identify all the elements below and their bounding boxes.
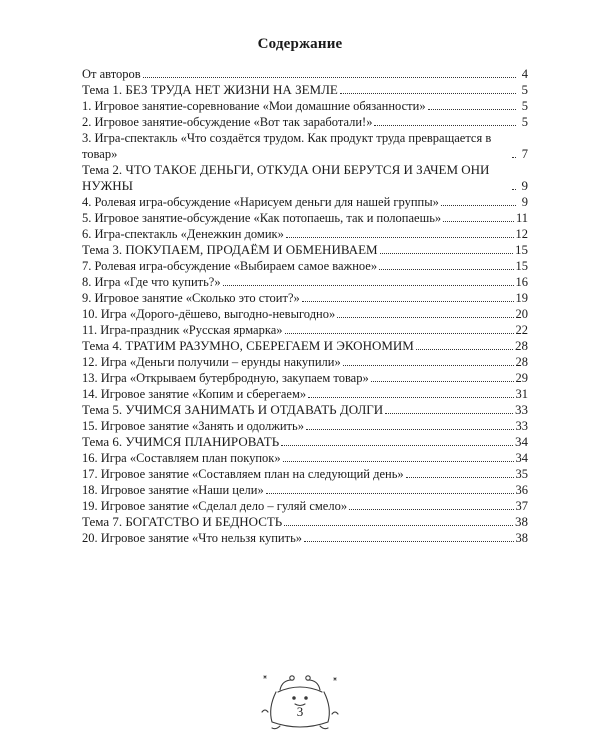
toc-page-number: 15: [515, 242, 528, 257]
toc-title: Тема 2. ЧТО ТАКОЕ ДЕНЬГИ, ОТКУДА ОНИ БЕРУТСЯ И ЗАЧЕМ ОНИ НУЖНЫ: [82, 162, 490, 193]
dot-leader: [512, 156, 516, 158]
dot-leader: [283, 460, 514, 462]
toc-title: 13. Игра «Открываем бутербродную, закупаем товар»: [82, 371, 369, 385]
toc-title: 5. Игровое занятие-обсуждение «Как потопаешь, так и полопаешь»: [82, 211, 442, 225]
toc-page-number: 5: [521, 115, 528, 129]
toc-title: 6. Игра-спектакль «Денежкин домик»: [82, 227, 284, 241]
toc-section-row: [82, 82, 528, 98]
toc-page-number: 31: [515, 387, 528, 401]
toc-entry-row: [82, 66, 528, 82]
toc-page-number: 12: [515, 227, 528, 241]
dot-leader: [385, 412, 513, 414]
toc-page-number: 19: [515, 291, 528, 305]
toc-page-number: 5: [521, 82, 528, 97]
toc-title: Тема 4. ТРАТИМ РАЗУМНО, СБЕРЕГАЕМ И ЭКОНОМИМ: [82, 338, 414, 353]
dot-leader: [380, 252, 513, 254]
toc-entry-row: [82, 354, 528, 370]
toc-title: 19. Игровое занятие «Сделал дело – гуляй смело»: [82, 499, 348, 513]
toc-title: Тема 6. УЧИМСЯ ПЛАНИРОВАТЬ: [82, 434, 280, 449]
toc-entry-row: [82, 210, 528, 226]
toc-entry-row: [82, 466, 528, 482]
toc-title: 3. Игра-спектакль «Что создаётся трудом. Как продукт труда превращается в товар»: [82, 131, 492, 161]
toc-entry-row: [82, 418, 528, 434]
toc-page-number: 38: [515, 514, 528, 529]
dot-leader: [343, 364, 514, 366]
toc-page-number: 28: [515, 338, 528, 353]
toc-entry-row: [82, 386, 528, 402]
toc-entry-row: [82, 98, 528, 114]
toc-page-number: 29: [515, 371, 528, 385]
toc-page-number: 4: [521, 67, 528, 81]
toc-title: Тема 7. БОГАТСТВО И БЕДНОСТЬ: [82, 514, 283, 529]
purse-icon: [258, 668, 342, 734]
dot-leader: [285, 332, 514, 334]
dot-leader: [374, 124, 516, 126]
toc-entry-row: [82, 498, 528, 514]
toc-title: 7. Ролевая игра-обсуждение «Выбираем самое важное»: [82, 259, 378, 273]
toc-page-number: 7: [521, 147, 528, 161]
toc-page-number: 36: [515, 483, 528, 497]
dot-leader: [304, 540, 513, 542]
toc-page-number: 16: [515, 275, 528, 289]
toc-section-row: [82, 402, 528, 418]
toc-page-number: 28: [515, 355, 528, 369]
toc-title: 10. Игра «Дорого-дёшево, выгодно-невыгодно»: [82, 307, 336, 321]
toc-page-number: 38: [515, 531, 528, 545]
toc-title: 12. Игра «Деньги получили – ерунды накупили»: [82, 355, 341, 369]
dot-leader: [281, 444, 513, 446]
toc-title: 2. Игровое занятие-обсуждение «Вот так заработали!»: [82, 115, 373, 129]
toc-entry-row: [82, 530, 528, 546]
toc-section-row: [82, 242, 528, 258]
toc-page-number: 34: [515, 451, 528, 465]
toc-entry-row: [82, 370, 528, 386]
toc-section-row: [82, 338, 528, 354]
dot-leader: [143, 76, 516, 78]
toc-title: 18. Игровое занятие «Наши цели»: [82, 483, 264, 497]
dot-leader: [379, 268, 513, 270]
toc-title: 4. Ролевая игра-обсуждение «Нарисуем деньги для нашей группы»: [82, 195, 439, 209]
toc-entry-row: [82, 274, 528, 290]
dot-leader: [308, 396, 513, 398]
toc-entry-row: [82, 114, 528, 130]
dot-leader: [371, 380, 514, 382]
toc-page-number: 33: [515, 419, 528, 433]
dot-leader: [443, 220, 514, 222]
dot-leader: [441, 204, 516, 206]
toc-section-row: [82, 162, 528, 194]
toc-entry-row: [82, 130, 528, 162]
dot-leader: [284, 524, 513, 526]
toc-title: 14. Игровое занятие «Копим и сберегаем»: [82, 387, 307, 401]
toc-page-number: 9: [521, 195, 528, 209]
toc-page-number: 33: [515, 402, 528, 417]
dot-leader: [416, 348, 513, 350]
toc-title: От авторов: [82, 67, 141, 81]
toc-title: 17. Игровое занятие «Составляем план на следующий день»: [82, 467, 404, 481]
toc-title: 11. Игра-праздник «Русская ярмарка»: [82, 323, 283, 337]
toc-page-number: 37: [515, 499, 528, 513]
toc-title: 16. Игра «Составляем план покупок»: [82, 451, 281, 465]
dot-leader: [286, 236, 514, 238]
dot-leader: [428, 108, 516, 110]
toc-page-number: 20: [515, 307, 528, 321]
toc-entry-row: [82, 258, 528, 274]
toc-entry-row: [82, 194, 528, 210]
page-number: 3: [296, 704, 304, 719]
dot-leader: [306, 428, 514, 430]
toc-entry-row: [82, 482, 528, 498]
toc-title: Тема 1. БЕЗ ТРУДА НЕТ ЖИЗНИ НА ЗЕМЛЕ: [82, 82, 338, 97]
toc-entry-row: [82, 226, 528, 242]
toc-entry-row: [82, 322, 528, 338]
toc-title: 15. Игровое занятие «Занять и одолжить»: [82, 419, 304, 433]
dot-leader: [406, 476, 514, 478]
toc-page-number: 5: [521, 99, 528, 113]
dot-leader: [349, 508, 513, 510]
dot-leader: [266, 492, 514, 494]
page-title: Содержание: [257, 36, 343, 52]
dot-leader: [337, 316, 513, 318]
dot-leader: [512, 188, 516, 190]
toc-page-number: 34: [515, 434, 528, 449]
dot-leader: [340, 92, 516, 94]
toc-entry-row: [82, 450, 528, 466]
toc-page-number: 11: [515, 211, 528, 225]
toc-section-row: [82, 434, 528, 450]
dot-leader: [223, 284, 514, 286]
toc-title: 20. Игровое занятие «Что нельзя купить»: [82, 531, 303, 545]
toc-title: 9. Игровое занятие «Сколько это стоит?»: [82, 291, 300, 305]
toc-title: Тема 3. ПОКУПАЕМ, ПРОДАЁМ И ОБМЕНИВАЕМ: [82, 242, 378, 257]
dot-leader: [302, 300, 514, 302]
toc-title: Тема 5. УЧИМСЯ ЗАНИМАТЬ И ОТДАВАТЬ ДОЛГИ: [82, 402, 384, 417]
toc-page-number: 35: [515, 467, 528, 481]
toc-section-row: [82, 514, 528, 530]
toc-page-number: 22: [515, 323, 528, 337]
toc-page-number: 15: [515, 259, 528, 273]
toc-title: 1. Игровое занятие-соревнование «Мои домашние обязанности»: [82, 99, 426, 113]
toc-page-number: 9: [521, 178, 528, 193]
toc-entry-row: [82, 290, 528, 306]
table-of-contents: [82, 66, 528, 546]
toc-entry-row: [82, 306, 528, 322]
toc-title: 8. Игра «Где что купить?»: [82, 275, 221, 289]
